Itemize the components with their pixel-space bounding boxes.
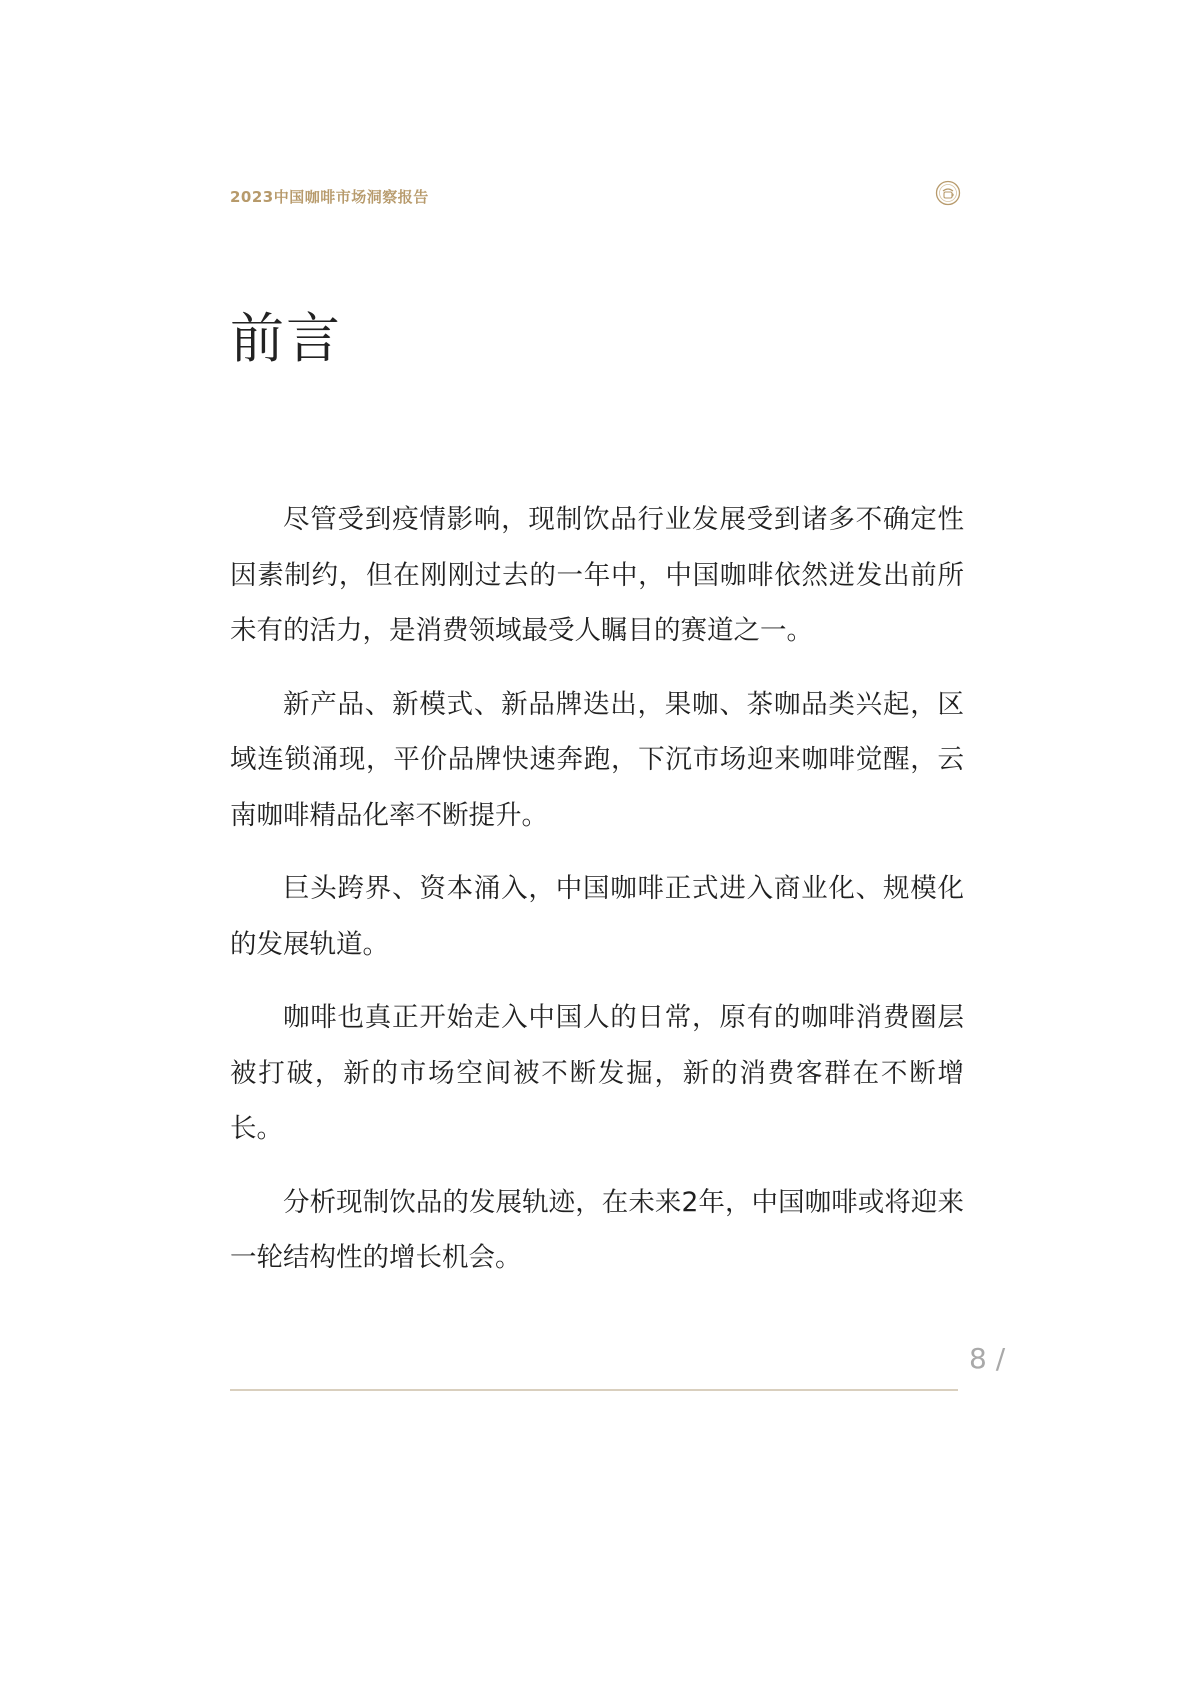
paragraph: 巨头跨界、资本涌入，中国咖啡正式进入商业化、规模化的发展轨道。 bbox=[230, 873, 964, 960]
report-header-title: 2023中国咖啡市场洞察报告 bbox=[230, 188, 429, 206]
page-number: 8 / bbox=[969, 1342, 1006, 1375]
paragraph: 咖啡也真正开始走入中国人的日常，原有的咖啡消费圈层被打破，新的市场空间被不断发掘，新的消费客群在不断增长。 bbox=[230, 1002, 964, 1144]
paragraph: 新产品、新模式、新品牌迭出，果咖、茶咖品类兴起，区域连锁涌现，平价品牌快速奔跑，下沉市场迎来咖啡觉醒，云南咖啡精品化率不断提升。 bbox=[230, 688, 964, 831]
footer-divider bbox=[230, 1389, 958, 1391]
coffee-seal-logo-icon bbox=[935, 180, 961, 206]
page-title: 前言 bbox=[230, 307, 342, 370]
paragraph: 分析现制饮品的发展轨迹，在未来2年，中国咖啡或将迎来一轮结构性的增长机会。 bbox=[230, 1186, 964, 1273]
paragraph: 尽管受到疫情影响，现制饮品行业发展受到诸多不确定性因素制约，但在刚刚过去的一年中，中国咖啡依然迸发出前所未有的活力，是消费领域最受人瞩目的赛道之一。 bbox=[230, 504, 964, 646]
preface-body bbox=[230, 492, 964, 1304]
